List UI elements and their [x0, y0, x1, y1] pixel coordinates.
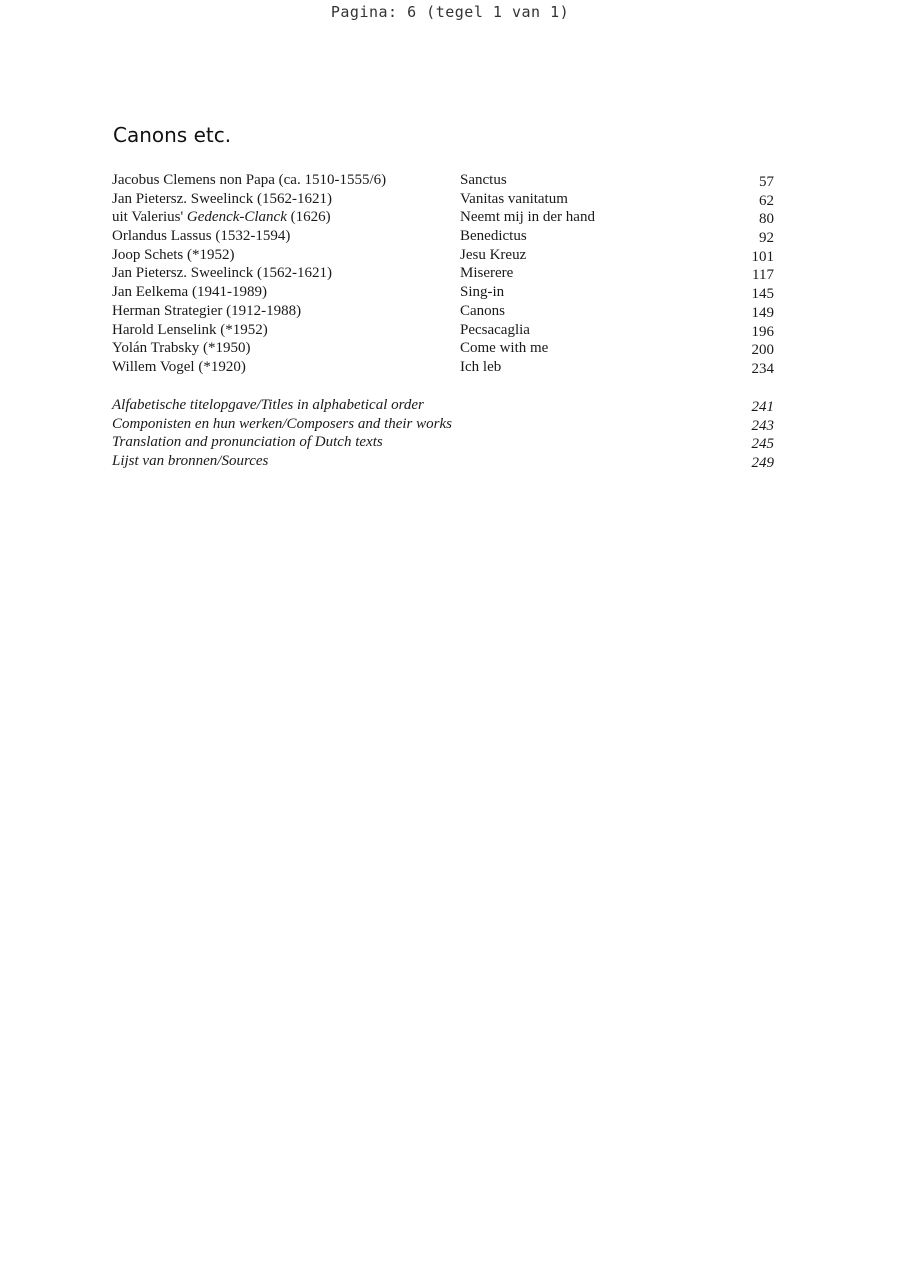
toc-composer-source-title: Gedenck-Clanck — [186, 209, 287, 226]
toc-composer: Jacobus Clemens non Papa (ca. 1510-1555/6) — [112, 172, 387, 188]
toc-entry — [112, 190, 774, 209]
toc-composer: Orlandus Lassus (1532-1594) — [112, 228, 291, 245]
toc-title: Benedictus — [460, 228, 527, 245]
toc-title: Pecsacaglia — [460, 321, 530, 338]
toc-composer-prefix: uit Valerius' — [112, 209, 187, 226]
toc-page-number: 243 — [751, 417, 774, 434]
toc-entry — [112, 283, 774, 302]
toc-composer: Joop Schets (*1952) — [112, 246, 235, 263]
toc-page-number: 57 — [759, 174, 774, 190]
toc-appendix-list — [112, 396, 774, 471]
toc-page-number: 196 — [751, 323, 774, 340]
toc-appendix-entry — [112, 396, 774, 415]
toc-title: Jesu Kreuz — [460, 246, 527, 263]
toc-entry — [112, 246, 774, 265]
toc-title: Neemt mij in der hand — [460, 209, 595, 226]
toc-appendix-label: Lijst van bronnen/Sources — [112, 453, 269, 470]
toc-page-number: 249 — [751, 455, 774, 472]
toc-page-number: 117 — [752, 267, 774, 284]
toc-page-number: 145 — [751, 286, 774, 303]
toc-page-number: 241 — [751, 399, 774, 415]
toc-title: Miserere — [460, 265, 514, 282]
toc-entry — [112, 227, 774, 246]
toc-page-number: 62 — [759, 192, 774, 209]
toc-entry — [112, 302, 774, 321]
toc-title: Ich leb — [460, 358, 502, 375]
toc-page-number: 92 — [759, 230, 774, 247]
toc-composer: Jan Pietersz. Sweelinck (1562-1621) — [112, 190, 332, 207]
toc-composer: Jan Eelkema (1941-1989) — [112, 284, 267, 301]
toc-title: Vanitas vanitatum — [460, 190, 568, 207]
toc-appendix-entry — [112, 415, 774, 434]
toc-page-number: 245 — [751, 436, 774, 453]
toc-composer: Herman Strategier (1912-1988) — [112, 302, 302, 319]
toc-entry — [112, 171, 774, 190]
toc-page-number: 80 — [759, 211, 774, 228]
toc-composer: Willem Vogel (*1920) — [112, 358, 246, 375]
toc-page-number: 149 — [751, 304, 774, 321]
toc-entry — [112, 358, 774, 377]
toc-title: Come with me — [460, 340, 549, 357]
toc-appendix-entry — [112, 433, 774, 452]
toc-composer: Harold Lenselink (*1952) — [112, 321, 268, 338]
page-header: Pagina: 6 (tegel 1 van 1) — [330, 3, 570, 21]
toc-appendix-label: Componisten en hun werken/Composers and their works — [112, 415, 452, 432]
toc-title: Sanctus — [460, 172, 507, 188]
toc-appendix-label: Alfabetische titelopgave/Titles in alphabetical order — [112, 397, 424, 413]
toc-title: Sing-in — [460, 284, 505, 301]
toc-composer: Jan Pietersz. Sweelinck (1562-1621) — [112, 265, 332, 282]
toc-appendix-entry — [112, 452, 774, 471]
section-title: Canons etc. — [113, 123, 232, 147]
toc-main-list — [112, 171, 774, 377]
toc-title: Canons — [460, 302, 505, 319]
toc-entry — [112, 321, 774, 340]
toc-composer-suffix: (1626) — [286, 209, 331, 226]
toc-composer — [112, 208, 331, 227]
toc-appendix-label: Translation and pronunciation of Dutch texts — [112, 434, 383, 451]
toc-composer: Yolán Trabsky (*1950) — [112, 340, 251, 357]
toc-page-number: 200 — [751, 342, 774, 359]
toc-page-number: 101 — [751, 248, 774, 265]
toc-entry — [112, 339, 774, 358]
toc-page-number: 234 — [751, 360, 774, 377]
toc-entry — [112, 264, 774, 283]
toc-entry — [112, 208, 774, 227]
